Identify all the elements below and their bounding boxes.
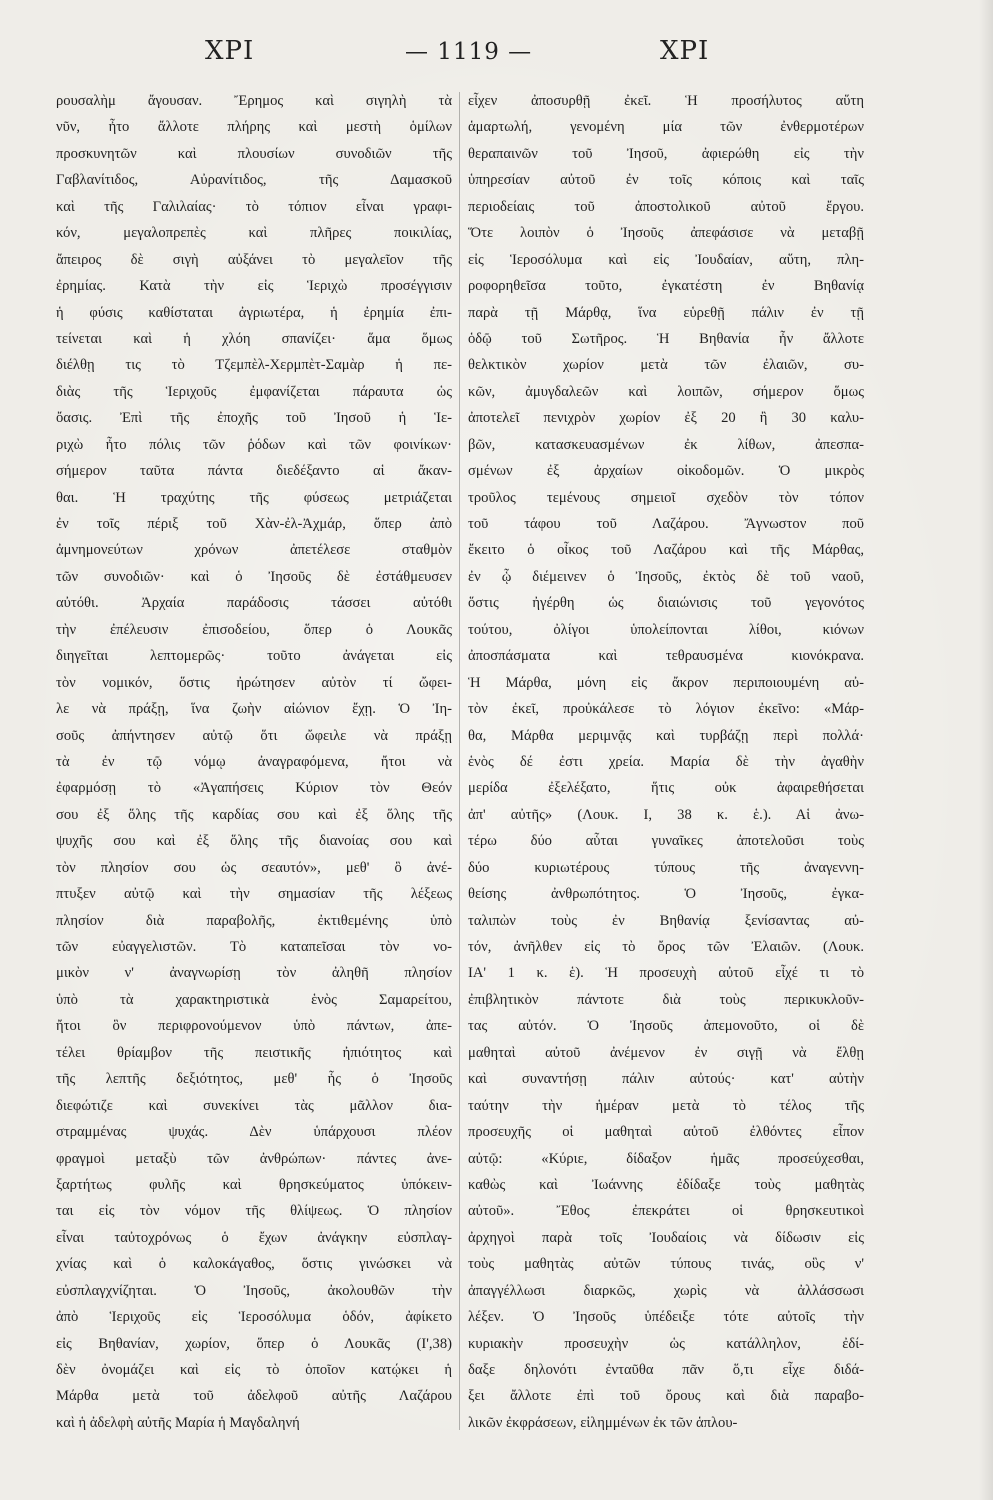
text-line: σου ἐξ ὅλης τῆς καρδίας σου καὶ ἐξ ὅλης τῆς [56, 806, 452, 823]
text-line: ἡ φύσις καθίσταται ἀγριωτέρα, ἡ ἐρημία ἐπι- [56, 304, 452, 321]
text-line: δὲν ὀνομάζει καὶ εἰς τὸ ὁποῖον κατῴκει ἡ [56, 1362, 452, 1378]
text-line: διηγεῖται λεπτομερῶς· τοῦτο ἀνάγεται εἰς [56, 648, 452, 665]
text-line: δαξε δηλονότι ἐνταῦθα πᾶν ὅ,τι εἶχε διδά- [468, 1362, 864, 1378]
text-line: ἀπαγγέλλωσι διαρκῶς, χωρὶς νὰ ἀλλάσσωσι [468, 1282, 864, 1299]
text-line: πτυξεν αὐτῷ καὶ τὴν σημασίαν τῆς λέξεως [56, 886, 452, 903]
text-line: τῶν εὐαγγελιστῶν. Τὸ καταπεῖσαι τὸν νο- [56, 939, 452, 955]
text-line: τροῦλος τεμένους σημειοῖ σχεδὸν τὸν τόπον [468, 489, 864, 506]
text-line: Ἡ Μάρθα, μόνη εἰς ἄκρον περιποιουμένη αὐ- [468, 674, 864, 691]
text-line: κόν, μεγαλοπρεπὲς καὶ πλῆρες ποικιλίας, [56, 225, 452, 242]
text-line: Ὅτε λοιπὸν ὁ Ἰησοῦς ἀπεφάσισε νὰ μεταβῇ [468, 225, 864, 242]
text-line: ὄασις. Ἐπὶ τῆς ἐποχῆς τοῦ Ἰησοῦ ἡ Ἱε- [56, 410, 452, 427]
header-right-word: ΧΡΙ [660, 36, 710, 66]
text-line: ὑπὸ τὰ χαρακτηριστικὰ ἑνὸς Σαμαρείτου, [56, 991, 452, 1008]
text-line: διεφώτιζε καὶ συνεκίνει τὰς μᾶλλον δια- [56, 1097, 452, 1114]
text-line: ΙΑ' 1 κ. ἑ). Ἡ προσευχὴ αὐτοῦ εἶχέ τι τὸ [468, 965, 864, 982]
text-line: λέξεν. Ὁ Ἰησοῦς ὑπέδειξε τότε αὐτοῖς τὴν [468, 1309, 864, 1326]
text-line: Μάρθα μετὰ τοῦ ἀδελφοῦ αὐτῆς Λαζάρου [56, 1388, 452, 1405]
text-line: ἐν τοῖς πέριξ τοῦ Χὰν-ἐλ-Ἀχμάρ, ὅπερ ἀπὸ [56, 516, 452, 532]
text-line: τόν, ἀνῆλθεν εἰς τὸ ὄρος τῶν Ἐλαιῶν. (Λουκ. [468, 939, 864, 955]
text-line: ἀπὸ Ἱεριχοῦς εἰς Ἱεροσόλυμα ὁδόν, ἀφίκετο [56, 1309, 452, 1326]
right-column [468, 88, 864, 1436]
text-line: καὶ συναντήσῃ πάλιν αὐτούς· κατ' αὐτὴν [468, 1071, 864, 1088]
text-line: αὐτόθι. Ἀρχαία παράδοσις τάσσει αὐτόθι [56, 595, 452, 612]
text-line: τὸν νομικόν, ὅστις ἠρώτησεν αὐτὸν τί ὤφει- [56, 674, 452, 691]
text-line: ται εἰς τὸν νόμον τῆς θλίψεως. Ὁ πλησίον [56, 1203, 452, 1220]
text-line: ροφορηθεῖσα τοῦτο, ἐγκατέστη ἐν Βηθανίᾳ [468, 278, 864, 295]
text-line: νῦν, ἦτο ἄλλοτε πλήρης καὶ μεστὴ ὁμίλων [56, 119, 452, 136]
text-line: ἀρχηγοὶ παρὰ τοῖς Ἰουδαίοις νὰ δίδωσιν εἰς [468, 1229, 864, 1246]
text-line: θα, Μάρθα μεριμνᾷς καὶ τυρβάζῃ περὶ πολλά· [468, 727, 864, 744]
text-line: εἶχεν ἀποσυρθῇ ἐκεῖ. Ἡ προσήλυτος αὕτη [468, 93, 864, 109]
text-line: μαθηταὶ αὐτοῦ ἀνέμενον ἐν σιγῇ νὰ ἔλθῃ [468, 1044, 864, 1061]
text-line: εἶναι ταὐτοχρόνως ὁ ἔχων ἀνάγκην εὐσπλαγ- [56, 1229, 452, 1246]
text-line: θελκτικὸν χωρίον μετὰ τῶν ἐλαιῶν, συ- [468, 357, 864, 374]
text-line: θείσης ἀνθρωπότητος. Ὁ Ἰησοῦς, ἐγκα- [468, 886, 864, 903]
text-line: θεραπαινῶν τοῦ Ἰησοῦ, ἀφιερώθη εἰς τὴν [468, 145, 864, 162]
text-line: κῶν, ἀμυγδαλεῶν καὶ λοιπῶν, σήμερον ὅμως [468, 383, 864, 400]
text-line: ἀμνημονεύτων χρόνων ἀπετέλεσε σταθμὸν [56, 542, 452, 559]
text-line: ριχὼ ἦτο πόλις τῶν ῥόδων καὶ τῶν φοινίκων· [56, 436, 452, 453]
text-line: ἄπειρος δὲ σιγὴ αὐξάνει τὸ μεγαλεῖον τῆς [56, 251, 452, 268]
text-line: ἐν ᾧ διέμεινεν ὁ Ἰησοῦς, ἐκτὸς δὲ τοῦ ναοῦ, [468, 568, 864, 585]
text-line: τέρω δύο αὗται γυναῖκες ἀποτελοῦσι τοὺς [468, 833, 864, 850]
text-line: διὰς τῆς Ἱεριχοῦς ἐμφανίζεται πάραυτα ὡς [56, 383, 452, 400]
text-line: ἁμαρτωλή, γενομένη μία τῶν ἐνθερμοτέρων [468, 119, 864, 136]
text-line: ἐρημίας. Κατὰ τὴν εἰς Ἱεριχὼ προσέγγισιν [56, 278, 452, 295]
text-line: εὐσπλαγχνίζηται. Ὁ Ἰησοῦς, ἀκολουθῶν τὴν [56, 1282, 452, 1299]
text-line: τείνεται καὶ ἡ χλόη σπανίζει· ἅμα ὅμως [56, 330, 452, 347]
text-line: ὅστις ἠγέρθη ὡς διαιώνισις τοῦ γεγονότος [468, 595, 864, 612]
binding-edge-shadow [979, 0, 993, 1500]
text-line: ὑπηρεσίαν αὐτοῦ ἐν τοῖς κόποις καὶ ταῖς [468, 172, 864, 189]
text-line: χνίας καὶ ὁ καλοκάγαθος, ὅστις γινώσκει νὰ [56, 1256, 452, 1273]
text-line: λε νὰ πράξῃ, ἵνα ζωὴν αἰώνιον ἔχῃ. Ὁ Ἰη- [56, 701, 452, 718]
text-line: φραγμοὶ μεταξὺ τῶν ἀνθρώπων· πάντες ἀνε- [56, 1150, 452, 1167]
text-line: καθὼς καὶ Ἰωάννης ἐδίδαξε τοὺς μαθητὰς [468, 1176, 864, 1193]
text-line: ἀπ' αὐτῆς» (Λουκ. Ι, 38 κ. ἑ.). Αἱ ἀνω- [468, 806, 864, 823]
text-line: τοῦ τάφου τοῦ Λαζάρου. Ἄγνωστον ποῦ [468, 516, 864, 532]
text-line: καὶ ἡ ἀδελφὴ αὐτῆς Μαρία ἡ Μαγδαληνή [56, 1414, 300, 1431]
text-line: τῶν συνοδιῶν· καὶ ὁ Ἰησοῦς δὲ ἐστάθμευσεν [56, 568, 452, 585]
text-line: στραμμένας ψυχάς. Δὲν ὑπάρχουσι πλέον [56, 1124, 452, 1141]
text-line: ρουσαλὴμ ἄγουσαν. Ἔρημος καὶ σιγηλὴ τὰ [56, 93, 452, 109]
text-line: εἰς Βηθανίαν, χωρίον, ὅπερ ὁ Λουκᾶς (Ι',38) [56, 1335, 452, 1352]
text-line: τὸν πλησίον σου ὡς σεαυτόν», μεθ' ὃ ἀνέ- [56, 859, 452, 876]
left-column [56, 88, 452, 1436]
text-line: ἔκειτο ὁ οἶκος τοῦ Λαζάρου καὶ τῆς Μάρθας, [468, 542, 864, 559]
text-line: παρὰ τῇ Μάρθᾳ, ἵνα εὑρεθῇ πάλιν ἐν τῇ [468, 304, 864, 321]
text-line: εἰς Ἱεροσόλυμα καὶ εἰς Ἰουδαίαν, αὕτη, πλη- [468, 251, 864, 268]
column-divider [459, 92, 460, 1430]
text-line: δύο κυριωτέρους τύπους τῆς ἀναγεννη- [468, 859, 864, 876]
text-line: ψυχῆς σου καὶ ἐξ ὅλης τῆς διανοίας σου καὶ [56, 833, 452, 850]
text-line: τῆς λεπτῆς δεξιότητος, μεθ' ἧς ὁ Ἰησοῦς [56, 1071, 452, 1088]
text-line: βῶν, κατασκευασμένων ἐκ λίθων, ἀπεσπα- [468, 436, 864, 453]
text-line: αὐτῷ: «Κύριε, δίδαξον ἡμᾶς προσεύχεσθαι, [468, 1150, 864, 1167]
text-line: καὶ τῆς Γαλιλαίας· τὸ τόπιον εἶναι γραφι- [56, 198, 452, 215]
text-line: σμένων ἐξ ἀρχαίων οἰκοδομῶν. Ὁ μικρὸς [468, 463, 864, 480]
text-line: λικῶν ἐκφράσεων, εἰλημμένων ἐκ τῶν ἁπλου- [468, 1414, 738, 1431]
text-line: ξαρτήτως φυλῆς καὶ θρησκεύματος ὑπόκειν- [56, 1176, 452, 1193]
text-line: Γαβλανίτιδος, Αὐρανίτιδος, τῆς Δαμασκοῦ [56, 172, 452, 189]
text-line: προσκυνητῶν καὶ πλουσίων συνοδιῶν τῆς [56, 145, 452, 162]
text-line: θαι. Ἡ τραχύτης τῆς φύσεως μετριάζεται [56, 489, 452, 506]
text-line: ἐφαρμόσῃ τὸ «Ἀγαπήσεις Κύριον τὸν Θεόν [56, 780, 452, 797]
text-line: τὰ ἐν τῷ νόμῳ ἀναγραφόμενα, ἤτοι νὰ [56, 753, 452, 770]
text-line: μερίδα ἐξελέξατο, ἥτις οὐκ ἀφαιρεθήσεται [468, 780, 864, 797]
text-line: αὐτοῦ». Ἔθος ἐπεκράτει οἱ θρησκευτικοὶ [468, 1203, 864, 1220]
text-line: τούτου, ὀλίγοι ὑπολείπονται λίθοι, κιόνων [468, 621, 864, 638]
text-line: πλησίον διὰ παραβολῆς, ἐκτιθεμένης ὑπὸ [56, 912, 452, 929]
text-line: ἑνὸς δέ ἐστι χρεία. Μαρία δὲ τὴν ἀγαθὴν [468, 753, 864, 770]
text-line: τὴν ἐπέλευσιν ἐπισοδείου, ὅπερ ὁ Λουκᾶς [56, 621, 452, 638]
text-line: ἀποτελεῖ πενιχρὸν χωρίον ἐξ 20 ἢ 30 καλυ- [468, 410, 864, 427]
running-header [60, 36, 960, 76]
text-line: τέλει θρίαμβον τῆς πειστικῆς ἠπιότητος καὶ [56, 1044, 452, 1061]
text-line: ταλιπὼν τοὺς ἐν Βηθανίᾳ ξενίσαντας αὐ- [468, 912, 864, 929]
text-line: ὁδῷ τοῦ Σωτῆρος. Ἡ Βηθανία ἦν ἄλλοτε [468, 330, 864, 347]
text-line: ἤτοι ὃν περιφρονούμενον ὑπὸ πάντων, ἀπε- [56, 1018, 452, 1035]
text-line: ἐπιβλητικὸν πάντοτε διὰ τοὺς περικυκλοῦν- [468, 991, 864, 1008]
text-line: ἀποσπάσματα καὶ τεθραυσμένα κιονόκρανα. [468, 648, 864, 665]
text-line: μικὸν ν' ἀναγνωρίσῃ τὸν ἀληθῆ πλησίον [56, 965, 452, 982]
text-line: τας αὐτόν. Ὁ Ἰησοῦς ἀπεμονοῦτο, οἱ δὲ [468, 1018, 864, 1035]
text-line: σοῦς ἀπήντησεν αὐτῷ ὅτι ὤφειλε νὰ πράξῃ [56, 727, 452, 744]
text-line: προσευχῆς οἱ μαθηταὶ αὐτοῦ ἐλθόντες εἶπον [468, 1124, 864, 1141]
text-line: περιοδείαις τοῦ ἀποστολικοῦ αὐτοῦ ἔργου. [468, 198, 864, 215]
text-line: κυριακὴν προσευχὴν ὡς κατάλληλον, ἐδί- [468, 1335, 864, 1352]
text-line: τὸν ἐκεῖ, προὐκάλεσε τὸ λόγιον ἐκεῖνο: «Μάρ- [468, 701, 864, 718]
text-line: ξει ἄλλοτε ἐπὶ τοῦ ὄρους καὶ διὰ παραβο- [468, 1388, 864, 1405]
page-number: — 1119 — [405, 39, 533, 65]
text-line: διέλθῃ τις τὸ Τζεμπὲλ-Χερμπὲτ-Σαμὰρ ἡ πε- [56, 357, 452, 374]
text-line: τοὺς μαθητὰς αὐτῶν τύπους τινάς, οὓς ν' [468, 1256, 864, 1273]
text-line: ταύτην τὴν ἡμέραν μετὰ τὸ τέλος τῆς [468, 1097, 864, 1114]
header-left-word: ΧΡΙ [205, 36, 255, 66]
text-line: σήμερον ταῦτα πάντα διεδέξαντο αἱ ἄκαν- [56, 463, 452, 480]
